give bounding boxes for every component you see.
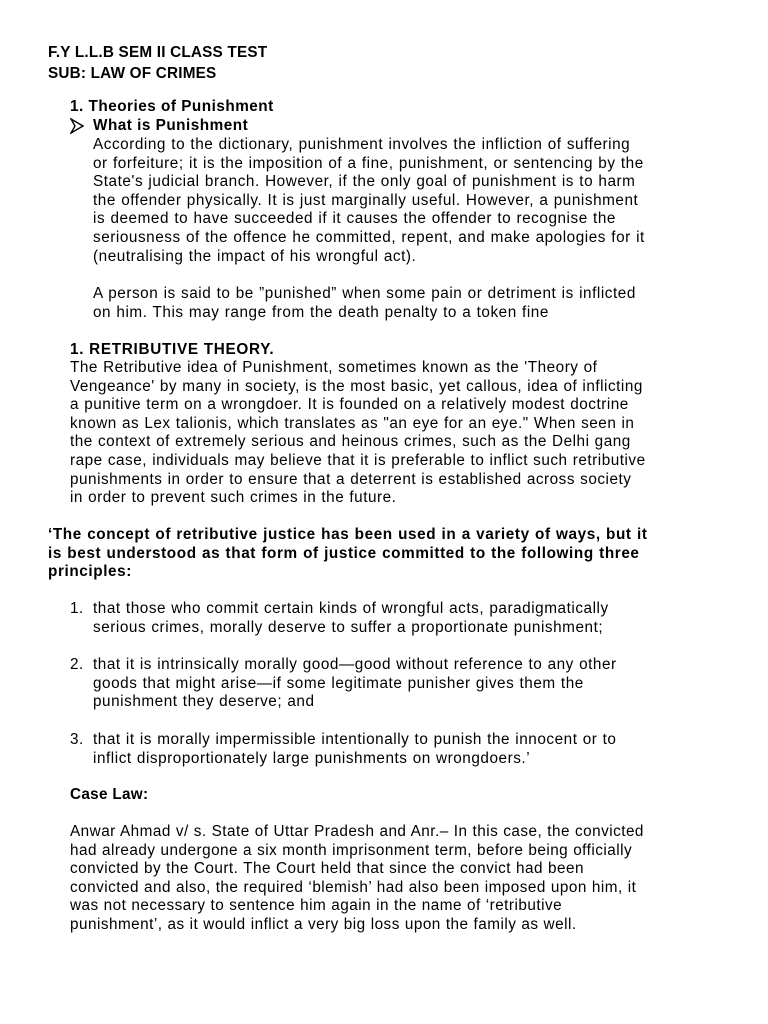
paragraph-line: had already undergone a six month imprisonment term, before being officially: [70, 841, 633, 859]
principle-line: that it is morally impermissible intentionally to punish the innocent or to: [93, 731, 617, 748]
paragraph-line: A person is said to be ”punished” when some pain or detriment is inflicted: [93, 285, 636, 302]
punished-definition-paragraph: [93, 285, 733, 322]
paragraph-line: The Retributive idea of Punishment, sometimes known as the 'Theory of: [70, 359, 598, 376]
retributive-justice-quote: [48, 526, 738, 582]
paragraph-line: punishment’, as it would inflict a very big loss upon the family as well.: [70, 915, 577, 933]
bullet-heading: What is Punishment: [93, 117, 249, 134]
retributive-theory-paragraph: [70, 359, 730, 508]
principle-text: [93, 600, 730, 637]
case-law-paragraph: [70, 823, 734, 935]
principle-text: [93, 731, 730, 768]
principle-line: that those who commit certain kinds of wrongful acts, paradigmatically: [93, 600, 609, 617]
principle-number: 1.: [70, 600, 84, 617]
paragraph-line: on him. This may range from the death penalty to a token fine: [93, 303, 549, 321]
principle-number: 3.: [70, 731, 84, 748]
paragraph-line: the offender physically. It is just marginally useful. However, a punishment: [93, 191, 639, 209]
principle-line: inflict disproportionately large punishments on wrongdoers.’: [93, 749, 531, 767]
paragraph-line: known as Lex talionis, which translates as "an eye for an eye." When seen in: [70, 414, 635, 432]
case-law-title: Case Law:: [70, 786, 149, 803]
paragraph-line: a punitive term on a wrongdoer. It is founded on a relatively modest doctrine: [70, 396, 629, 414]
quote-line: ‘The concept of retributive justice has been used in a variety of ways, but it: [48, 526, 648, 543]
paragraph-line: According to the dictionary, punishment involves the infliction of suffering: [93, 136, 631, 153]
principle-item: [70, 600, 730, 637]
paragraph-line: in order to prevent such crimes in the future.: [70, 489, 397, 507]
paragraph-line: rape case, individuals may believe that it is preferable to inflict such retributive: [70, 451, 646, 469]
header-line-1: F.Y L.L.B SEM II CLASS TEST: [48, 44, 268, 61]
paragraph-line: convicted and also, the required ‘blemish’ had also been imposed upon him, it: [70, 878, 637, 896]
paragraph-line: was not necessary to sentence him again in the name of ‘retributive: [70, 897, 563, 915]
arrow-bullet-icon: [70, 118, 84, 134]
paragraph-line: or forfeiture; it is the imposition of a fine, punishment, or sentencing by the: [93, 154, 644, 172]
document-header: [48, 42, 728, 84]
principle-line: that it is intrinsically morally good—good without reference to any other: [93, 656, 617, 673]
punishment-definition-paragraph: [93, 136, 733, 266]
principle-line: serious crimes, morally deserve to suffer a proportionate punishment;: [93, 618, 604, 636]
bullet-item: [70, 117, 730, 137]
quote-line: principles:: [48, 563, 132, 581]
paragraph-line: Vengeance' by many in society, is the most basic, yet callous, idea of inflicting: [70, 377, 643, 395]
principle-line: punishment they deserve; and: [93, 693, 315, 711]
quote-line: is best understood as that form of justice committed to the following three: [48, 544, 640, 562]
paragraph-line: convicted by the Court. The Court held that since the convict had been: [70, 860, 584, 878]
principle-number: 2.: [70, 656, 84, 673]
principle-item: [70, 656, 730, 712]
section-title: 1. Theories of Punishment: [70, 98, 274, 115]
paragraph-line: State's judicial branch. However, if the only goal of punishment is to harm: [93, 173, 636, 191]
principle-item: [70, 731, 730, 768]
paragraph-line: (neutralising the impact of his wrongful act).: [93, 247, 417, 265]
principle-line: goods that might arise—if some legitimate punisher gives them the: [93, 674, 584, 692]
header-line-2: SUB: LAW OF CRIMES: [48, 65, 217, 82]
paragraph-line: Anwar Ahmad v/ s. State of Uttar Pradesh and Anr.– In this case, the convicted: [70, 823, 644, 840]
retributive-theory-title: 1. RETRIBUTIVE THEORY.: [70, 341, 275, 358]
paragraph-line: punishments in order to ensure that a deterrent is established across society: [70, 470, 632, 488]
paragraph-line: is deemed to have succeeded if it causes the offender to recognise the: [93, 210, 616, 228]
paragraph-line: seriousness of the offence he committed, repent, and make apologies for it: [93, 228, 645, 246]
principle-text: [93, 656, 730, 712]
paragraph-line: the context of extremely serious and heinous crimes, such as the Delhi gang: [70, 433, 631, 451]
